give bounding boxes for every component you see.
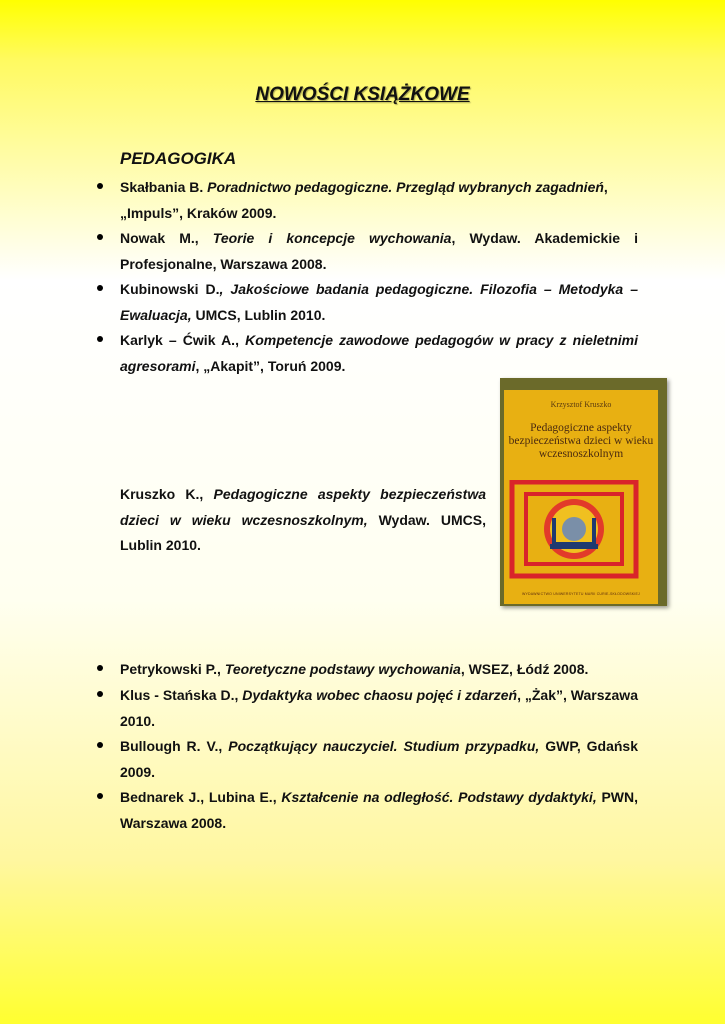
bullet-dot-icon (97, 742, 103, 748)
book-cover-publisher: WYDAWNICTWO UNIWERSYTETU MARII CURIE-SKŁODOWSKIEJ (522, 592, 640, 596)
featured-book-entry: Kruszko K., Pedagogiczne aspekty bezpieczeństwa dzieci w wieku wczesnoszkolnym, Wydaw. UMCS, Lublin 2010. (120, 486, 487, 553)
entry-text: Petrykowski P., Teoretyczne podstawy wychowania, WSEZ, Łódź 2008. (120, 661, 589, 677)
entry-text: Klus - Stańska D., Dydaktyka wobec chaosu pojęć i zdarzeń, „Żak”, Warszawa 2010. (120, 687, 638, 729)
entry-text: Nowak M., Teorie i koncepcje wychowania, Wydaw. Akademickie i Profesjonalne, Warszawa 2008. (120, 230, 638, 272)
book-cover-emblem-icon (504, 480, 658, 592)
entry-text: Skałbania B. Poradnictwo pedagogiczne. Przegląd wybranych zagadnień, „Impuls”, Kraków 2009. (120, 179, 608, 221)
book-cover-author: Krzysztof Kruszko (550, 400, 612, 409)
book-cover-image (500, 378, 667, 606)
bullet-dot-icon (97, 183, 103, 189)
bullet-dot-icon (97, 234, 103, 240)
page-title: NOWOŚCI KSIĄŻKOWE (255, 84, 470, 105)
entry-text: Kubinowski D., Jakościowe badania pedagogiczne. Filozofia – Metodyka – Ewaluacja, UMCS, Lublin 2010. (120, 281, 638, 323)
bullet-dot-icon (97, 793, 103, 799)
bullet-dot-icon (97, 285, 103, 291)
bullet-dot-icon (97, 691, 103, 697)
entry-text: Bednarek J., Lubina E., Kształcenie na odległość. Podstawy dydaktyki, PWN, Warszawa 2008. (120, 789, 638, 831)
book-cover-front (504, 390, 658, 604)
entry-text: Bullough R. V., Początkujący nauczyciel. Studium przypadku, GWP, Gdańsk 2009. (120, 738, 639, 780)
section-heading: PEDAGOGIKA (120, 149, 237, 168)
book-cover-title: Pedagogiczne aspekty bezpieczeństwa dzieci w wieku wczesnoszkolnym (508, 422, 654, 460)
entry-text: Karlyk – Ćwik A., Kompetencje zawodowe pedagogów w pracy z nieletnimi agresorami, „Akapit”, Toruń 2009. (120, 332, 639, 374)
bullet-dot-icon (97, 336, 103, 342)
bullet-dot-icon (97, 665, 103, 671)
